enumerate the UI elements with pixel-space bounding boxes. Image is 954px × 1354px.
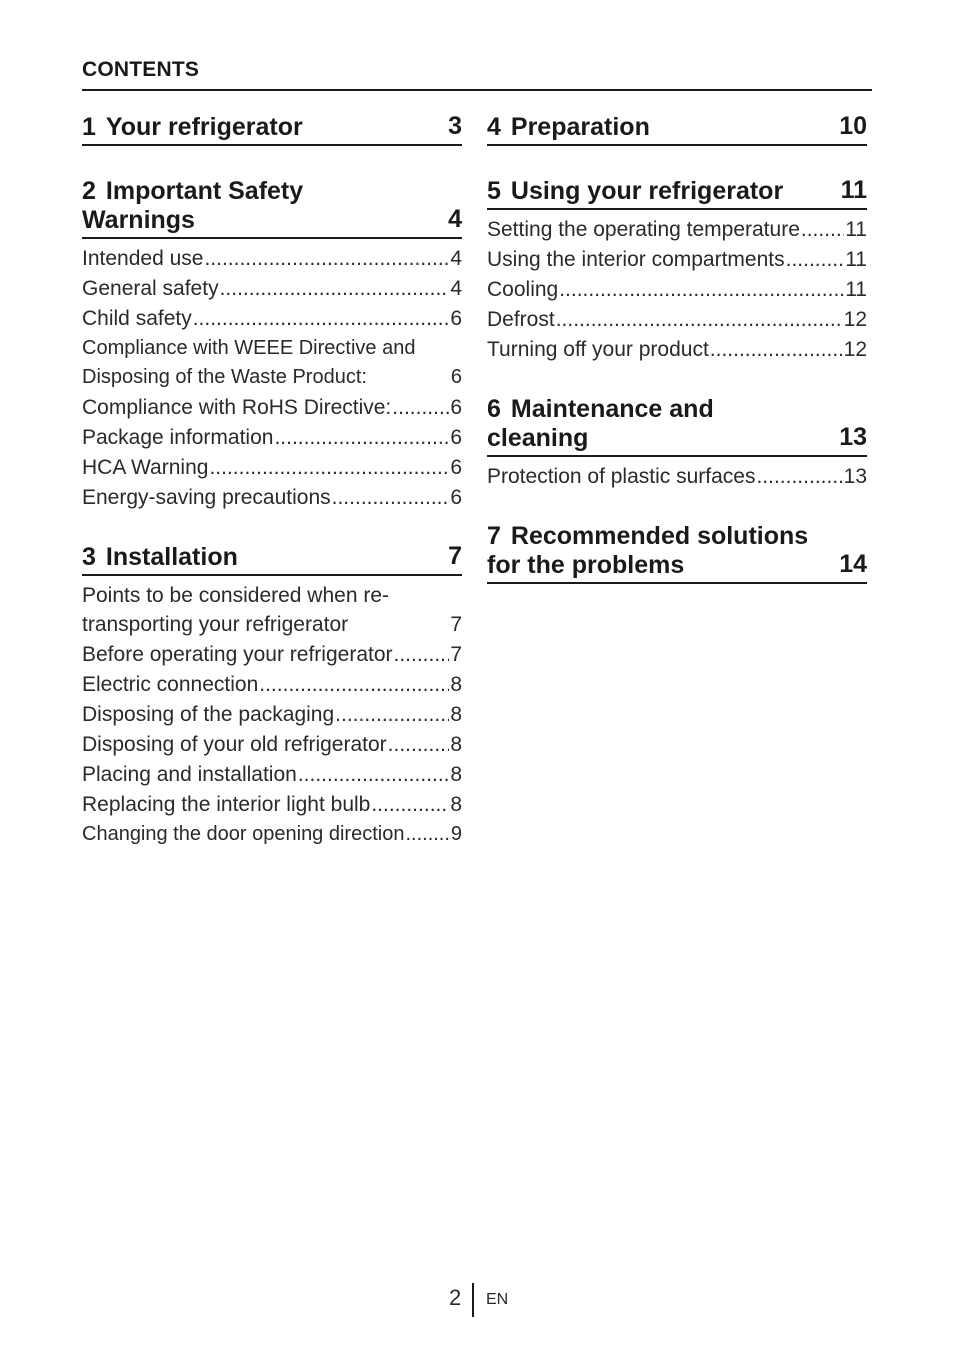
entry-page: 4 bbox=[450, 247, 462, 270]
leader-dots bbox=[335, 700, 449, 729]
toc-section-2 bbox=[82, 174, 462, 512]
toc-entry[interactable] bbox=[82, 581, 462, 639]
entry-title: Compliance with WEEE Directive and Disposing of the Waste Product: bbox=[82, 337, 416, 388]
entry-page: 6 bbox=[450, 307, 462, 330]
toc-entry[interactable] bbox=[82, 393, 462, 422]
toc-entry[interactable] bbox=[487, 245, 867, 274]
entry-title: Compliance with RoHS Directive: bbox=[82, 396, 392, 419]
leader-dots bbox=[298, 760, 450, 789]
toc-section-5 bbox=[487, 174, 867, 364]
section-page: 14 bbox=[839, 550, 867, 578]
entry-page: 6 bbox=[450, 456, 462, 479]
toc-section-heading[interactable] bbox=[487, 392, 867, 457]
toc-section-heading[interactable] bbox=[82, 540, 462, 576]
entry-title: Points to be considered when re-transporting your refrigerator bbox=[82, 584, 390, 636]
page-number: 2 bbox=[449, 1285, 462, 1310]
toc-entry[interactable] bbox=[82, 700, 462, 729]
toc-entry[interactable] bbox=[82, 730, 462, 759]
entry-title: Energy-saving precautions bbox=[82, 486, 331, 509]
entry-page: 11 bbox=[845, 278, 867, 301]
entry-page: 6 bbox=[450, 426, 462, 449]
leader-dots bbox=[274, 423, 449, 452]
entry-page: 8 bbox=[450, 763, 462, 786]
entry-page: 7 bbox=[450, 643, 462, 666]
section-page: 3 bbox=[448, 112, 462, 140]
section-title: Using your refrigerator bbox=[510, 177, 784, 205]
toc-section-3 bbox=[82, 540, 462, 849]
section-title: Installation bbox=[105, 543, 238, 571]
section-title: Important Safety Warnings bbox=[82, 177, 304, 234]
toc-entry[interactable] bbox=[487, 305, 867, 334]
entry-page: 12 bbox=[843, 338, 867, 361]
entry-title: Setting the operating temperature bbox=[487, 218, 800, 241]
section-title: Recommended solutions for the problems bbox=[487, 522, 809, 579]
entry-page: 8 bbox=[450, 793, 462, 816]
leader-dots bbox=[220, 274, 450, 303]
language-code: EN bbox=[486, 1291, 509, 1308]
toc-section-heading[interactable] bbox=[82, 110, 462, 146]
toc-section-heading[interactable] bbox=[487, 519, 867, 584]
toc-section-heading[interactable] bbox=[487, 174, 867, 210]
toc-section-heading[interactable] bbox=[82, 174, 462, 239]
toc-entry[interactable] bbox=[82, 334, 462, 392]
leader-dots bbox=[209, 453, 449, 482]
entry-title: Cooling bbox=[487, 278, 559, 301]
toc-entry[interactable] bbox=[487, 462, 867, 491]
toc-entry[interactable] bbox=[82, 423, 462, 452]
section-title: Preparation bbox=[510, 113, 650, 141]
section-number: 5 bbox=[487, 177, 501, 205]
entry-page: 11 bbox=[845, 248, 867, 271]
leader-dots bbox=[559, 275, 844, 304]
entry-page: 9 bbox=[450, 823, 462, 845]
leader-dots bbox=[394, 640, 450, 669]
entry-page: 6 bbox=[450, 396, 462, 419]
toc-entry[interactable] bbox=[82, 670, 462, 699]
leader-dots bbox=[405, 820, 449, 849]
toc-entry[interactable] bbox=[82, 640, 462, 669]
toc-entry[interactable] bbox=[82, 820, 462, 849]
toc-section-4 bbox=[487, 110, 867, 146]
entry-title: Changing the door opening direction bbox=[82, 823, 405, 845]
leader-dots bbox=[756, 462, 842, 491]
section-title: Your refrigerator bbox=[105, 113, 303, 141]
leader-dots bbox=[388, 730, 450, 759]
leader-dots bbox=[204, 244, 449, 273]
contents-heading: CONTENTS bbox=[82, 58, 200, 81]
footer-divider bbox=[472, 1283, 474, 1317]
entry-page: 8 bbox=[450, 673, 462, 696]
leader-dots bbox=[371, 790, 449, 819]
entry-title: Turning off your product bbox=[487, 338, 709, 361]
entry-page: 11 bbox=[845, 218, 867, 241]
toc-section-heading[interactable] bbox=[487, 110, 867, 146]
section-page: 10 bbox=[839, 112, 867, 140]
toc-entry[interactable] bbox=[82, 453, 462, 482]
section-page: 11 bbox=[840, 176, 867, 204]
toc-entry[interactable] bbox=[82, 790, 462, 819]
entry-title: Using the interior compartments bbox=[487, 248, 785, 271]
section-number: 3 bbox=[82, 543, 96, 571]
toc-section-1 bbox=[82, 110, 462, 146]
section-page: 13 bbox=[839, 423, 867, 451]
section-number: 2 bbox=[82, 177, 96, 205]
toc-left-column bbox=[82, 110, 462, 877]
entry-page: 8 bbox=[450, 733, 462, 756]
entry-title: Replacing the interior light bulb bbox=[82, 793, 371, 816]
section-number: 7 bbox=[487, 522, 501, 550]
entry-page: 12 bbox=[843, 308, 867, 331]
entry-page: 8 bbox=[450, 703, 462, 726]
entry-title: Package information bbox=[82, 426, 274, 449]
toc-section-7 bbox=[487, 519, 867, 584]
entry-page: 6 bbox=[450, 486, 462, 509]
toc-entry[interactable] bbox=[82, 304, 462, 333]
entry-title: HCA Warning bbox=[82, 456, 209, 479]
entry-title: General safety bbox=[82, 277, 219, 300]
leader-dots bbox=[786, 245, 845, 274]
leader-dots bbox=[801, 215, 844, 244]
section-number: 6 bbox=[487, 395, 501, 423]
leader-dots bbox=[392, 393, 449, 422]
entry-page: 6 bbox=[450, 366, 462, 388]
entry-page: 13 bbox=[843, 465, 867, 488]
entry-title: Electric connection bbox=[82, 673, 259, 696]
entry-title: Disposing of your old refrigerator bbox=[82, 733, 387, 756]
entry-title: Disposing of the packaging bbox=[82, 703, 335, 726]
heading-rule bbox=[82, 89, 872, 91]
leader-dots bbox=[710, 335, 843, 364]
toc-entry[interactable] bbox=[82, 760, 462, 789]
entry-title: Defrost bbox=[487, 308, 555, 331]
toc-entry[interactable] bbox=[487, 335, 867, 364]
entry-title: Protection of plastic surfaces bbox=[487, 465, 756, 488]
entry-title: Child safety bbox=[82, 307, 192, 330]
entry-page: 7 bbox=[450, 613, 462, 636]
section-page: 7 bbox=[448, 542, 462, 570]
entry-title: Placing and installation bbox=[82, 763, 297, 786]
toc-entry[interactable] bbox=[82, 274, 462, 303]
entry-title: Before operating your refrigerator bbox=[82, 643, 393, 666]
leader-dots bbox=[332, 483, 450, 512]
leader-dots bbox=[259, 670, 449, 699]
leader-dots bbox=[193, 304, 450, 333]
toc-section-6 bbox=[487, 392, 867, 491]
toc-entry[interactable] bbox=[487, 215, 867, 244]
leader-dots bbox=[556, 305, 843, 334]
section-page: 4 bbox=[448, 205, 462, 233]
entry-page: 4 bbox=[450, 277, 462, 300]
section-number: 4 bbox=[487, 113, 501, 141]
toc-entry[interactable] bbox=[82, 483, 462, 512]
section-title: Maintenance and cleaning bbox=[487, 395, 714, 452]
section-number: 1 bbox=[82, 113, 96, 141]
toc-right-column bbox=[487, 110, 867, 612]
toc-entry[interactable] bbox=[487, 275, 867, 304]
entry-title: Intended use bbox=[82, 247, 204, 270]
toc-entry[interactable] bbox=[82, 244, 462, 273]
